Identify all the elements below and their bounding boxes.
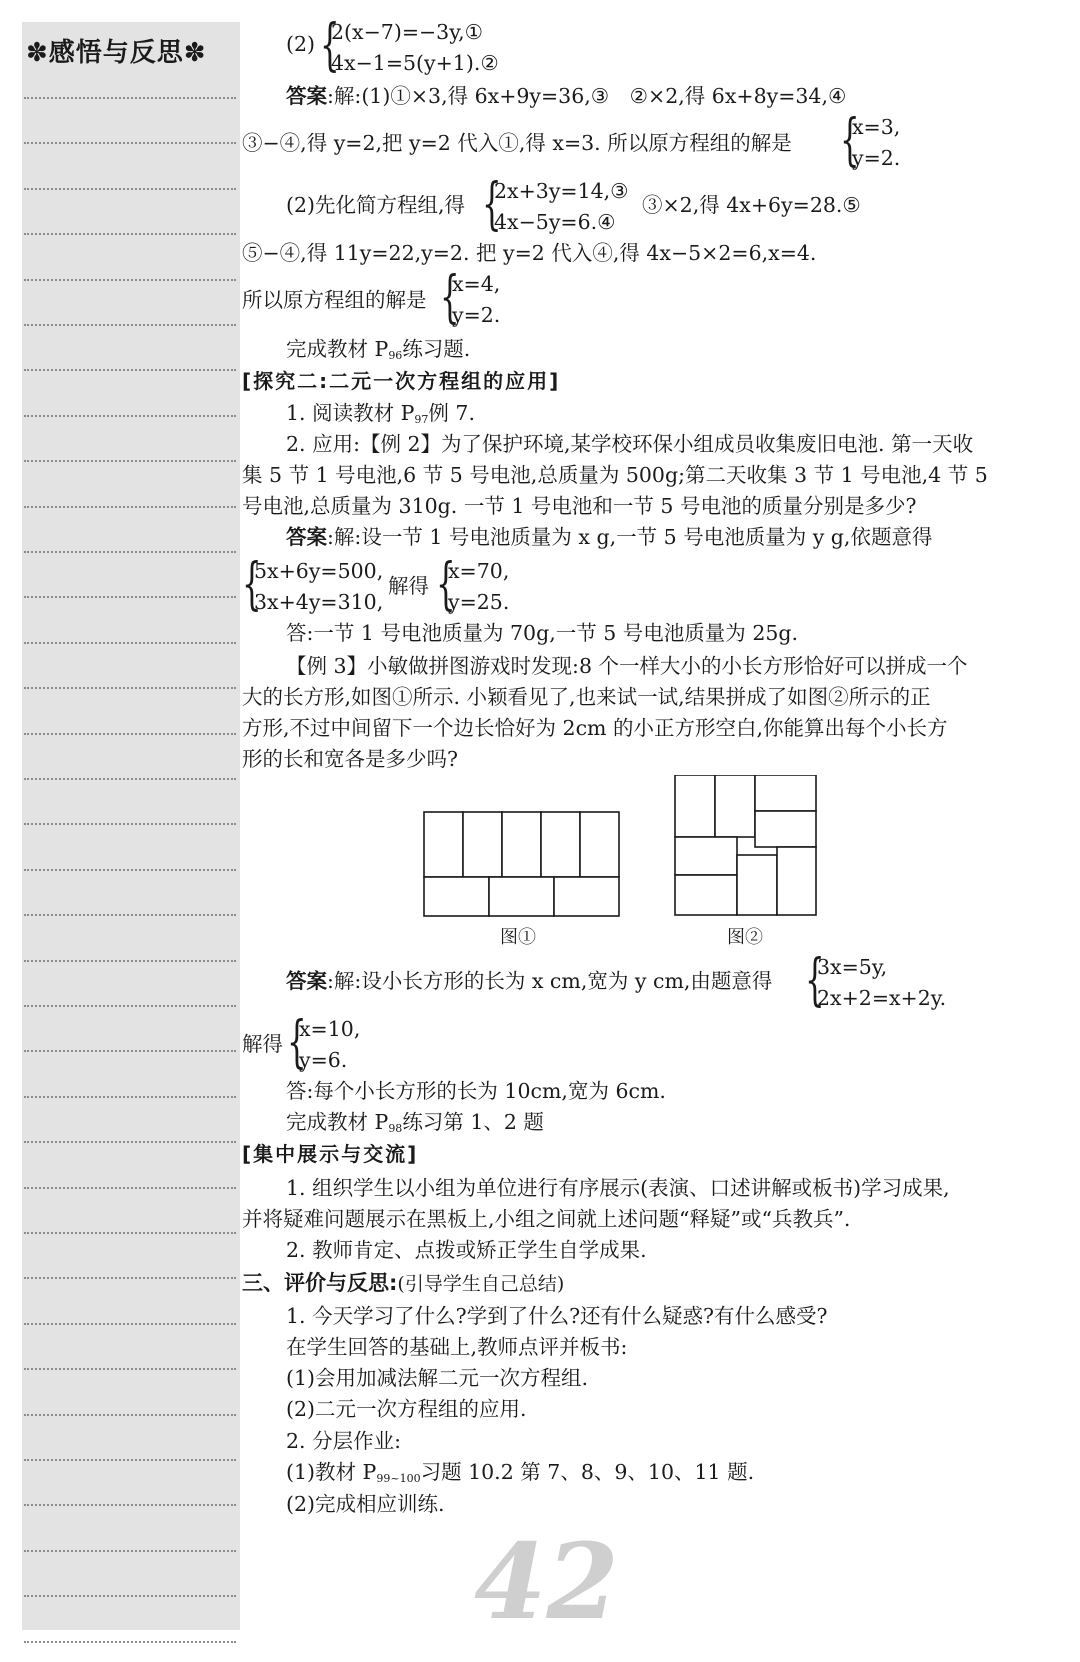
note-line	[24, 869, 236, 871]
brace: {	[440, 265, 460, 330]
solution-y: y=25.	[448, 590, 510, 614]
answer-line: 答案:解:设小长方形的长为 x cm,宽为 y cm,由题意得	[286, 969, 773, 993]
note-line	[24, 279, 236, 281]
solution-y: y=2.	[452, 303, 501, 327]
problem-line: 【例 3】小敏做拼图游戏时发现:8 个一样大小的小长方形恰好可以拼成一个	[286, 654, 968, 678]
list-item: 1. 组织学生以小组为单位进行有序展示(表演、口述讲解或板书)学习成果,	[286, 1176, 950, 1200]
equation: 4x−5y=6.④	[494, 210, 616, 234]
list-item: 在学生回答的基础上,教师点评并板书:	[286, 1335, 628, 1359]
answer-label: 答案	[286, 969, 327, 993]
note-line	[24, 506, 236, 508]
solution-y: y=6.	[299, 1048, 348, 1072]
section-header: [探究二:二元一次方程组的应用]	[242, 369, 561, 393]
note-line	[24, 97, 236, 99]
problem-line: 大的长方形,如图①所示. 小颖看见了,也来试一试,结果拼成了如图②所示的正	[242, 685, 931, 709]
note-line	[24, 960, 236, 962]
equation: 4x−1=5(y+1).②	[331, 51, 499, 75]
note-line	[24, 1504, 236, 1506]
problem-line: 2. 应用:【例 2】为了保护环境,某学校环保小组成员收集废旧电池. 第一天收	[286, 432, 974, 456]
small-rectangle	[463, 812, 502, 877]
solution-y: y=2.	[852, 146, 901, 170]
small-rectangle	[489, 877, 554, 916]
note-line	[24, 1005, 236, 1007]
note-line	[24, 188, 236, 190]
small-rectangle	[554, 877, 619, 916]
note-line	[24, 460, 236, 462]
brace: {	[805, 948, 825, 1013]
note-line	[24, 233, 236, 235]
equation: 2x+2=x+2y.	[817, 986, 947, 1010]
note-line	[24, 778, 236, 780]
note-line	[24, 1414, 236, 1416]
small-rectangle	[675, 837, 737, 875]
note-line	[24, 823, 236, 825]
note-line	[24, 642, 236, 644]
small-rectangle	[755, 811, 816, 847]
figure-1	[424, 812, 619, 916]
note-line	[24, 914, 236, 916]
note-line	[24, 687, 236, 689]
equation: 3x=5y,	[817, 955, 888, 979]
brace: {	[840, 108, 860, 173]
note-line	[24, 369, 236, 371]
section-header: [集中展示与交流]	[242, 1142, 419, 1166]
small-rectangle	[580, 812, 619, 877]
small-rectangle	[755, 775, 816, 811]
exercise-line: 完成教材 $P_{98}$练习第 1、2 题	[286, 1110, 544, 1135]
solution-x: x=10,	[299, 1017, 361, 1041]
note-line	[24, 1277, 236, 1279]
problem-line: 方形,不过中间留下一个边长恰好为 2cm 的小正方形空白,你能算出每个小长方	[242, 716, 948, 740]
answer-line: 答:每个小长方形的长为 10cm,宽为 6cm.	[286, 1079, 666, 1103]
note-line	[24, 733, 236, 735]
small-rectangle	[777, 847, 816, 915]
note-line	[24, 1550, 236, 1552]
part2-label: (2)	[286, 32, 316, 56]
note-line	[24, 1187, 236, 1189]
list-item: 2. 分层作业:	[286, 1429, 401, 1453]
note-line	[24, 1141, 236, 1143]
section-header: 三、评价与反思:(引导学生自己总结)	[242, 1271, 565, 1295]
list-item: (2)二元一次方程组的应用.	[286, 1397, 527, 1421]
problem-line: 形的长和宽各是多少吗?	[242, 747, 458, 771]
note-line	[24, 1459, 236, 1461]
problem-line: 集 5 节 1 号电池,6 节 5 号电池,总质量为 500g;第二天收集 3 节 1 号电池,4 节 5	[242, 463, 988, 487]
note-line	[24, 1595, 236, 1597]
solve-label: 解得	[242, 1032, 283, 1056]
note-line	[24, 1368, 236, 1370]
note-line	[24, 1323, 236, 1325]
list-item: (1)会用加减法解二元一次方程组.	[286, 1366, 589, 1390]
small-rectangle	[675, 775, 715, 837]
equation: 2(x−7)=−3y,①	[331, 20, 483, 44]
page-number: 42	[474, 1520, 619, 1643]
equation: 2x+3y=14,③	[494, 179, 629, 203]
answer-line: 所以原方程组的解是	[242, 288, 427, 312]
problem-line: 号电池,总质量为 310g. 一节 1 号电池和一节 5 号电池的质量分别是多少?	[242, 494, 917, 518]
answer-line: ③×2,得 4x+6y=28.⑤	[642, 193, 861, 217]
note-line	[24, 324, 236, 326]
list-item: 并将疑难问题展示在黑板上,小组之间就上述问题“释疑”或“兵教兵”.	[242, 1207, 851, 1231]
answer-line: (2)先化简方程组,得	[286, 193, 466, 217]
list-item: 1. 今天学习了什么?学到了什么?还有什么疑惑?有什么感受?	[286, 1304, 828, 1328]
answer-line	[286, 83, 846, 109]
figure-2-caption: 图②	[727, 927, 763, 948]
note-line	[24, 1096, 236, 1098]
note-line	[24, 596, 236, 598]
small-rectangle	[424, 877, 489, 916]
note-line	[24, 142, 236, 144]
sidebar-title: ✽感悟与反思✽	[26, 38, 207, 68]
brace: {	[320, 13, 340, 78]
solve-label: 解得	[388, 574, 429, 598]
list-item: (2)完成相应训练.	[286, 1492, 445, 1516]
small-rectangle	[502, 812, 541, 877]
figure-2	[675, 775, 816, 915]
brace: {	[242, 552, 262, 617]
small-rectangle	[737, 855, 777, 915]
answer-text: :解:(1)①×3,得 6x+9y=36,③ ②×2,得 6x+8y=34,④	[327, 84, 847, 108]
equation: 5x+6y=500,	[254, 559, 384, 583]
answer-label: 答案	[286, 525, 327, 549]
small-rectangle	[541, 812, 580, 877]
figures-svg	[420, 775, 840, 925]
exercise-line: 完成教材 $P_{96}$练习题.	[286, 337, 471, 362]
brace: {	[436, 552, 456, 617]
note-line	[24, 1641, 236, 1643]
answer-line: ③−④,得 y=2,把 y=2 代入①,得 x=3. 所以原方程组的解是	[242, 131, 792, 155]
solution-x: x=3,	[852, 115, 901, 139]
small-rectangle	[675, 875, 737, 915]
answer-line: 答:一节 1 号电池质量为 70g,一节 5 号电池质量为 25g.	[286, 621, 799, 645]
answer-line: 答案:解:设一节 1 号电池质量为 x g,一节 5 号电池质量为 y g,依题意得	[286, 525, 933, 549]
brace: {	[482, 172, 502, 237]
solution-x: x=70,	[448, 559, 510, 583]
note-line	[24, 1232, 236, 1234]
note-line	[24, 551, 236, 553]
answer-label: 答案	[286, 84, 327, 108]
small-rectangle	[715, 775, 755, 837]
note-line	[24, 1050, 236, 1052]
equation: 3x+4y=310,	[254, 590, 384, 614]
list-item: 1. 阅读教材 $P_{97}$例 7.	[286, 401, 475, 426]
note-line	[24, 415, 236, 417]
brace: {	[287, 1010, 307, 1075]
reflection-sidebar	[22, 22, 240, 1630]
small-rectangle	[424, 812, 463, 877]
solution-x: x=4,	[452, 272, 501, 296]
list-item: (1)教材 $P_{99\sim 100}$习题 10.2 第 7、8、9、10、11 题.	[286, 1460, 755, 1485]
answer-line: ⑤−④,得 11y=22,y=2. 把 y=2 代入④,得 4x−5×2=6,x=4.	[242, 241, 817, 265]
list-item: 2. 教师肯定、点拨或矫正学生自学成果.	[286, 1238, 647, 1262]
figure-1-caption: 图①	[500, 927, 536, 948]
